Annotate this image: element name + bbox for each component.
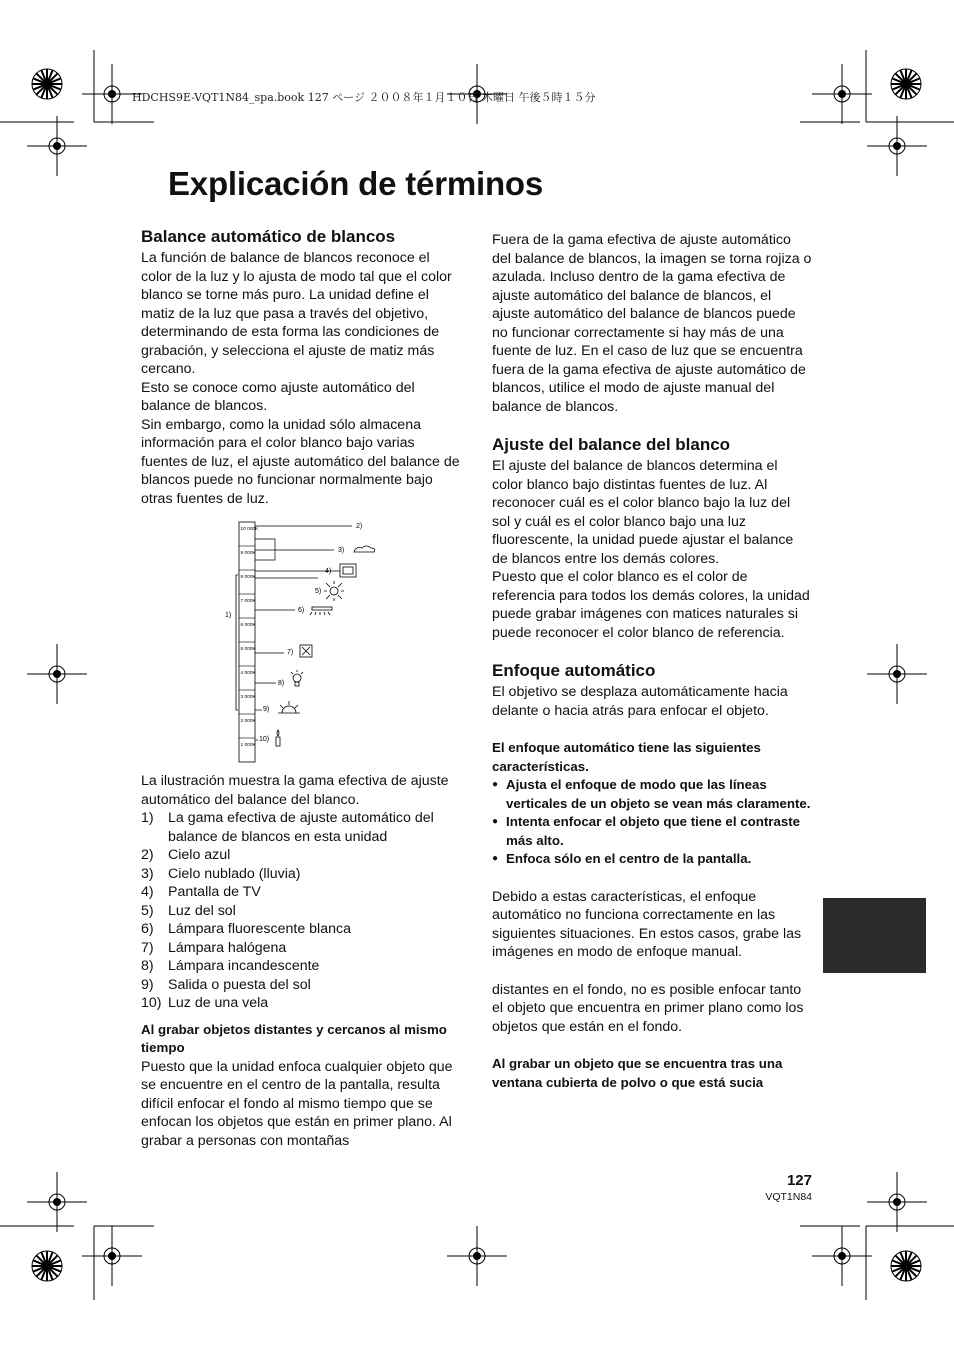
page-number: 127 [786, 1172, 812, 1189]
sunset-icon [278, 701, 300, 713]
wb-adjust-paragraph-2: Puesto que el color blanco es el color de referencia para todos los demás colores, la unidad puede grabar imágenes con matices naturales si puede reconocer el color blanco de referencia. [492, 569, 810, 641]
label-2: 2) [356, 523, 363, 530]
scale-label: 6 000K [240, 623, 256, 628]
label-10: 10) [259, 736, 270, 743]
list-item: 8) Lámpara incandescente [141, 958, 320, 974]
print-file-header: HDCHS9E-VQT1N84_spa.book 127 ページ ２００８年１月１０日 木曜日 午後５時１５分 [132, 91, 596, 104]
label-8: 8) [278, 680, 285, 687]
distant-continued: distantes en el fondo, no es posible enfocar tanto el objeto que encuentra en primer plano como los objetos que están en el fondo. [492, 981, 804, 1035]
scale-label: 10 000K [240, 527, 259, 532]
range-bracket [236, 575, 238, 710]
sun-icon [324, 581, 344, 601]
autofocus-paragraph-2: Debido a estas características, el enfoque automático no funciona correctamente en las siguientes situaciones. En estos casos, grabe las imágenes en modo de enfoque manual. [492, 888, 802, 960]
autofocus-feature-list [492, 776, 812, 869]
label-1: 1) [225, 612, 232, 619]
color-temperature-diagram [222, 515, 392, 765]
list-item: ● Enfoca sólo en el centro de la pantalla. [492, 850, 812, 869]
autofocus-features-heading: El enfoque automático tiene las siguientes características. [492, 740, 761, 774]
autofocus-paragraph-1: El objetivo se desplaza automáticamente hacia delante o hacia atrás para enfocar el objeto. [492, 684, 788, 719]
awb-continued: Fuera de la gama efectiva de ajuste automático del balance de blancos, la imagen se torna rojiza o azulada. Incluso dentro de la gama efectiva de ajuste automático del balance de blancos, el ajuste automático del balance de blancos puede no funcionar correctamente si hay más de una fuente de luz. En el caso de luz que se encuentra fuera de la gama efectiva de ajuste automático de blancos, utilice el modo de ajuste manual del balance de blancos. [492, 232, 812, 415]
list-item: 6) Lámpara fluorescente blanca [141, 921, 351, 937]
page-title: Explicación de términos [168, 165, 544, 202]
label-3: 3) [338, 547, 345, 554]
awb-paragraph-2: Esto se conoce como ajuste automático del balance de blancos. [141, 379, 415, 414]
fluorescent-lamp-icon [310, 607, 332, 615]
list-item: 2) Cielo azul [141, 847, 231, 863]
scale-label: 7 000K [240, 599, 256, 604]
candle-icon [276, 730, 280, 746]
scale-label: 5 000K [240, 647, 256, 652]
scale-label: 9 000K [240, 551, 256, 556]
incandescent-bulb-icon [291, 670, 303, 686]
distant-heading: Al grabar objetos distantes y cercanos al mismo tiempo [141, 1021, 447, 1055]
scale-label: 2 000K [240, 719, 256, 724]
awb-paragraph-1: La función de balance de blancos reconoce el color de la luz y lo ajusta de modo tal que el color blanco se torne más puro. La unidad define el matiz de la luz que pasa a través del objetivo, determinando de esta forma las condiciones de grabación, y selecciona el ajuste de matiz más cercano. [141, 250, 452, 377]
diagram-caption: La ilustración muestra la gama efectiva de ajuste automático del balance del blanco. [141, 773, 449, 808]
list-item: 4) Pantalla de TV [141, 884, 261, 900]
list-item: 10) Luz de una vela [141, 995, 269, 1011]
awb-heading: Balance automático de blancos [141, 227, 396, 246]
section-tab [823, 898, 926, 973]
tv-icon [340, 564, 356, 577]
list-item: 1) La gama efectiva de ajuste automático del balance de blancos en esta unidad [141, 810, 434, 845]
distant-paragraph: Puesto que la unidad enfoca cualquier objeto que se encuentre en el centro de la pantalla, resulta difícil enfocar el fondo al mismo tiempo que se enfocan los objetos que están en primer plano. Al grabar a personas con montañas [141, 1058, 453, 1149]
label-4: 4) [325, 568, 332, 575]
autofocus-heading: Enfoque automático [492, 661, 656, 680]
right-column [492, 231, 812, 1092]
list-item: 7) Lámpara halógena [141, 939, 287, 956]
cloud-icon [354, 546, 375, 552]
list-item: ● Ajusta el enfoque de modo que las líneas verticales de un objeto se vean más claramente. [492, 776, 812, 813]
list-item: ● Intenta enfocar el objeto que tiene el contraste más alto. [492, 813, 812, 850]
scale-label: 8 000K [240, 575, 256, 580]
scale-label: 3 000K [240, 695, 256, 700]
label-9: 9) [263, 706, 270, 713]
label-6: 6) [298, 607, 305, 614]
awb-paragraph-3: Sin embargo, como la unidad sólo almacena información para el color blanco bajo varias fuentes de luz, el ajuste automático del balance de blancos puede no funcionar normalmente bajo otras fuentes de luz. [141, 416, 460, 507]
label-7: 7) [287, 649, 294, 656]
halogen-lamp-icon [300, 645, 312, 657]
document-code: VQT1N84 [765, 1191, 812, 1203]
list-item: 3) Cielo nublado (lluvia) [141, 865, 301, 882]
wb-adjust-paragraph-1: El ajuste del balance de blancos determina el color blanco bajo distintas fuentes de luz. Al reconocer cuál es el color blanco bajo la luz del sol y cuál es el color blanco bajo una luz fluorescente, la unidad puede ajustar el balance de blancos entre los demás colores. [492, 458, 794, 567]
scale-label: 4 000K [240, 671, 256, 676]
term-list [141, 809, 461, 1013]
wb-adjust-heading: Ajuste del balance del blanco [492, 435, 731, 454]
scale-label: 1 000K [240, 743, 256, 748]
label-5: 5) [315, 588, 322, 595]
list-item: 9) Salida o puesta del sol [141, 976, 311, 993]
list-item: 5) Luz del sol [141, 902, 236, 919]
window-heading: Al grabar un objeto que se encuentra tras una ventana cubierta de polvo o que está sucia [492, 1056, 783, 1090]
